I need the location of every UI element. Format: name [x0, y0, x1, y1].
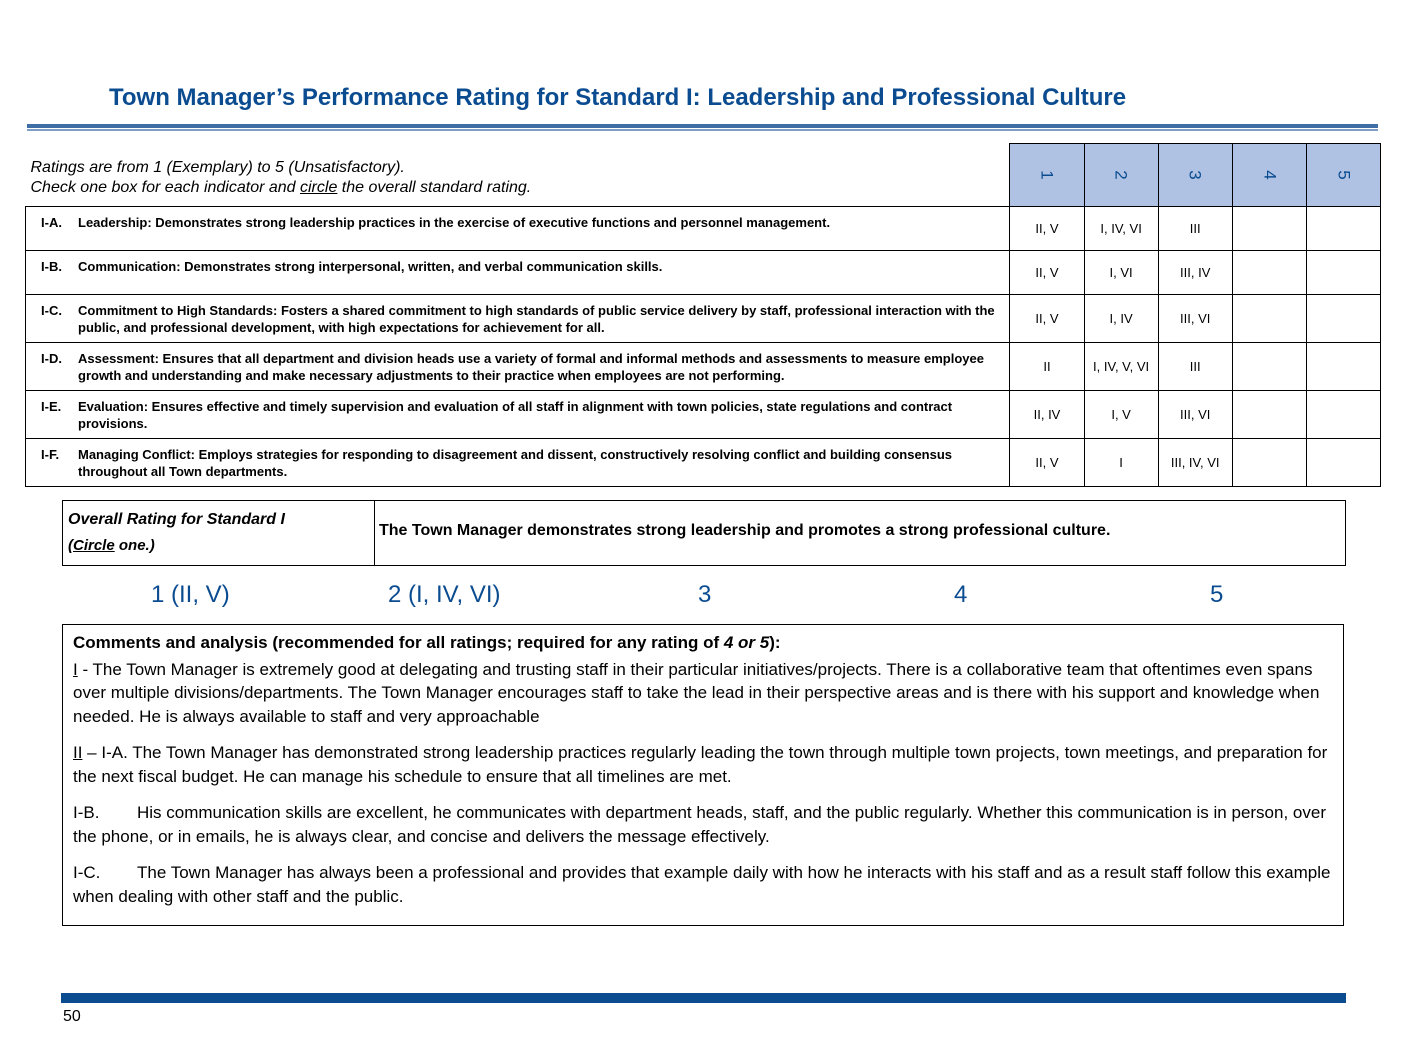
indicator-description — [26, 251, 1010, 295]
comments-heading-end: ): — [769, 633, 781, 652]
rating-cell[interactable] — [1232, 343, 1306, 391]
indicator-description — [26, 439, 1010, 487]
rating-col-2 — [1084, 144, 1158, 207]
indicator-description — [26, 343, 1010, 391]
rating-cell[interactable]: II — [1010, 343, 1084, 391]
overall-option-5[interactable]: 5 — [1210, 581, 1224, 608]
indicator-description — [26, 391, 1010, 439]
rating-cell[interactable] — [1306, 207, 1380, 251]
instructions-line-2a: Check one box for each indicator and — [30, 179, 300, 196]
rating-cell[interactable] — [1306, 343, 1380, 391]
rating-header-row — [26, 144, 1381, 207]
one-text: one.) — [114, 537, 155, 554]
rating-cell[interactable] — [1306, 439, 1380, 487]
overall-rating-label — [63, 501, 375, 565]
indicator-row — [26, 391, 1381, 439]
rating-col-label: 5 — [1334, 170, 1354, 180]
rating-col-5 — [1306, 144, 1380, 207]
comment-code: II — [73, 743, 83, 762]
rating-col-label: 3 — [1186, 170, 1206, 180]
indicator-code: I-B. — [41, 259, 62, 274]
rating-cell[interactable]: III — [1158, 343, 1232, 391]
rating-col-4 — [1232, 144, 1306, 207]
comment-paragraph — [73, 861, 1333, 908]
overall-rating-statement: The Town Manager demonstrates strong leadership and promotes a strong professional culture. — [379, 522, 1111, 539]
indicator-text: Commitment to High Standards: Fosters a shared commitment to high standards of public service delivery by staff, professional interaction with the public, and professional development, with high expectations for achievement for all. — [78, 303, 995, 335]
rating-cell[interactable]: I, IV, VI — [1084, 207, 1158, 251]
rating-col-label: 1 — [1037, 170, 1057, 180]
overall-rating-instruction — [68, 537, 374, 554]
indicator-text: Assessment: Ensures that all department and division heads use a variety of formal and informal methods and assessments to measure employee growth and understanding and make necessary adjustments to their practice when employees are not performing. — [78, 351, 984, 383]
rating-table — [25, 143, 1381, 487]
rating-cell[interactable] — [1232, 207, 1306, 251]
indicator-code: I-F. — [41, 447, 60, 462]
header-rule-thin — [27, 129, 1378, 131]
indicator-text: Leadership: Demonstrates strong leadership practices in the exercise of executive functions and personnel management. — [78, 215, 831, 230]
indicator-code: I-C. — [41, 303, 62, 318]
rating-cell[interactable] — [1232, 439, 1306, 487]
footer-rule — [61, 993, 1346, 1003]
comment-paragraph — [73, 801, 1333, 848]
rating-cell[interactable]: II, V — [1010, 207, 1084, 251]
rating-col-1 — [1010, 144, 1084, 207]
rating-instructions — [26, 144, 1010, 207]
indicator-code: I-D. — [41, 351, 62, 366]
overall-option-1[interactable]: 1 (II, V) — [151, 581, 230, 608]
rating-cell[interactable]: II, V — [1010, 439, 1084, 487]
overall-rating-title: Overall Rating for Standard I — [68, 511, 285, 528]
indicator-description — [26, 295, 1010, 343]
paren-open: ( — [68, 537, 73, 554]
page-number: 50 — [63, 1008, 81, 1025]
rating-cell[interactable]: II, IV — [1010, 391, 1084, 439]
comments-heading-emphasis: 4 or 5 — [723, 633, 770, 652]
comment-text: His communication skills are excellent, he communicates with department heads, staff, and the public regularly. Whether this communication is in person, over the phone, or in emails, he is always clear, and concise and delivers the message effectively. — [73, 803, 1326, 846]
indicator-row — [26, 251, 1381, 295]
indicator-description — [26, 207, 1010, 251]
rating-col-label: 2 — [1112, 170, 1132, 180]
rating-cell[interactable] — [1232, 295, 1306, 343]
comment-text: – I-A. The Town Manager has demonstrated strong leadership practices regularly leading the town through multiple town projects, town meetings, and preparation for the next fiscal budget. He can manage his schedule to ensure that all timelines are met. — [73, 743, 1328, 786]
rating-cell[interactable] — [1232, 251, 1306, 295]
rating-cell[interactable] — [1306, 391, 1380, 439]
rating-cell[interactable]: III — [1158, 207, 1232, 251]
rating-cell[interactable] — [1232, 391, 1306, 439]
indicator-code: I-E. — [41, 399, 62, 414]
rating-cell[interactable]: III, VI — [1158, 295, 1232, 343]
rating-cell[interactable]: II, V — [1010, 251, 1084, 295]
overall-option-3[interactable]: 3 — [698, 581, 712, 608]
overall-rating-box — [62, 500, 1346, 566]
rating-col-3 — [1158, 144, 1232, 207]
indicator-row — [26, 343, 1381, 391]
rating-cell[interactable]: III, VI — [1158, 391, 1232, 439]
comment-paragraph — [73, 658, 1333, 729]
indicator-row — [26, 295, 1381, 343]
overall-option-4[interactable]: 4 — [954, 581, 968, 608]
comment-paragraph — [73, 741, 1333, 788]
rating-cell[interactable]: I, VI — [1084, 251, 1158, 295]
rating-col-label: 4 — [1260, 170, 1280, 180]
comments-box[interactable] — [62, 624, 1344, 926]
rating-cell[interactable] — [1306, 295, 1380, 343]
comment-code: I — [73, 659, 78, 679]
comment-code: I-C. — [73, 863, 101, 882]
rating-cell[interactable]: III, IV, VI — [1158, 439, 1232, 487]
comment-code: I-B. — [73, 803, 100, 822]
instructions-circle-word: circle — [300, 179, 338, 196]
instructions-line-2c: the overall standard rating. — [337, 179, 532, 196]
comment-text: - The Town Manager is extremely good at delegating and trusting staff in their particular initiatives/projects. There is a collaborative team that oftentimes even spans over multiple divisions/departments. The Town Manager encourages staff to take the lead in their perspective areas and is there with his support and knowledge when needed. He is always available to staff and very approachable — [73, 659, 1320, 726]
indicator-text: Evaluation: Ensures effective and timely supervision and evaluation of all staff in alignment with town policies, state regulations and contract provisions. — [78, 399, 953, 431]
circle-word: Circle — [73, 537, 115, 554]
indicator-code: I-A. — [41, 215, 62, 230]
rating-cell[interactable]: I, V — [1084, 391, 1158, 439]
instructions-line-1: Ratings are from 1 (Exemplary) to 5 (Unsatisfactory). — [30, 159, 405, 176]
header-rule — [27, 124, 1378, 128]
indicator-row — [26, 207, 1381, 251]
rating-cell[interactable]: II, V — [1010, 295, 1084, 343]
comments-heading-text: Comments and analysis (recommended for all ratings; required for any rating of — [73, 633, 724, 652]
rating-cell[interactable] — [1306, 251, 1380, 295]
comments-heading — [73, 631, 1333, 655]
comment-text: The Town Manager has always been a professional and provides that example daily with how he interacts with his staff and as a result staff follow this example when dealing with other staff and the public. — [73, 863, 1331, 906]
overall-option-2[interactable]: 2 (I, IV, VI) — [388, 581, 501, 608]
rating-cell[interactable]: III, IV — [1158, 251, 1232, 295]
rating-cell[interactable]: I, IV, V, VI — [1084, 343, 1158, 391]
indicator-text: Communication: Demonstrates strong interpersonal, written, and verbal communication skills. — [78, 259, 663, 274]
rating-cell[interactable]: I — [1084, 439, 1158, 487]
rating-cell[interactable]: I, IV — [1084, 295, 1158, 343]
indicator-text: Managing Conflict: Employs strategies for responding to disagreement and dissent, constructively resolving conflict and building consensus throughout all Town departments. — [78, 447, 953, 479]
page-title: Town Manager’s Performance Rating for Standard I: Leadership and Professional Culture — [109, 84, 1127, 111]
indicator-row — [26, 439, 1381, 487]
